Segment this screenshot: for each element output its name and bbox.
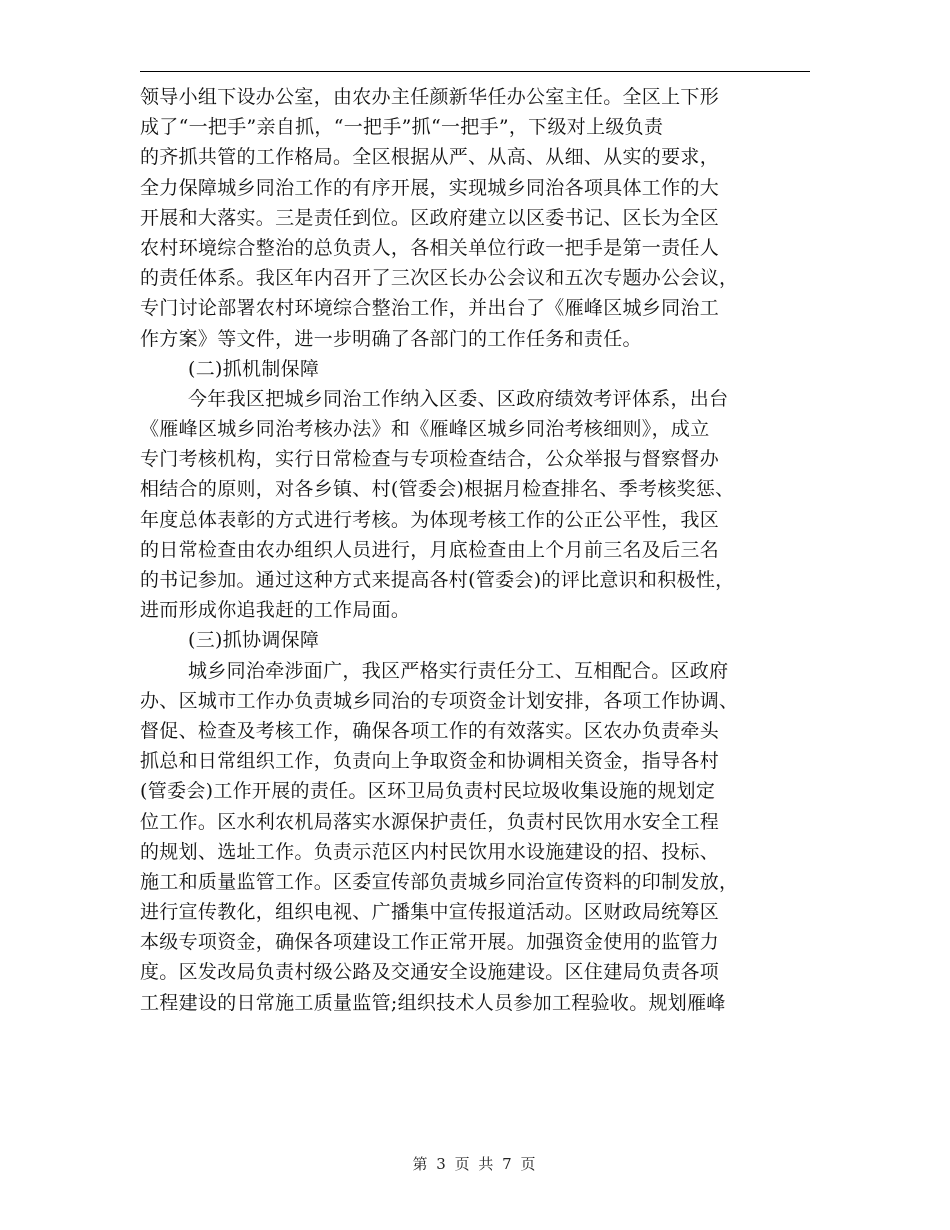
text-line: 年度总体表彰的方式进行考核。为体现考核工作的公正公平性，我区 bbox=[140, 508, 720, 531]
text-line: 农村环境综合整治的总负责人，各相关单位行政一把手是第一责任人 bbox=[140, 236, 720, 259]
text-line: 位工作。区水利农机局落实水源保护责任，负责村民饮用水安全工程 bbox=[140, 810, 720, 833]
text-line: 相结合的原则，对各乡镇、村(管委会)根据月检查排名、季考核奖惩、 bbox=[140, 478, 735, 501]
text-line: 的规划、选址工作。负责示范区内村民饮用水设施建设的招、投标、 bbox=[140, 840, 720, 863]
text-line: 今年我区把城乡同治工作纳入区委、区政府绩效考评体系，出台 bbox=[188, 387, 729, 410]
text-line: 成了“一把手”亲自抓，“一把手”抓“一把手”，下级对上级负责 bbox=[140, 116, 664, 139]
text-line: 进而形成你追我赶的工作局面。 bbox=[140, 599, 411, 622]
text-line: 办、区城市工作办负责城乡同治的专项资金计划安排，各项工作协调、 bbox=[140, 689, 739, 712]
text-line: 抓总和日常组织工作，负责向上争取资金和协调相关资金，指导各村 bbox=[140, 750, 720, 773]
text-line: 专门考核机构，实行日常检查与专项检查结合，公众举报与督察督办 bbox=[140, 448, 720, 471]
text-line: 专门讨论部署农村环境综合整治工作，并出台了《雁峰区城乡同治工 bbox=[140, 297, 720, 320]
text-line: 的齐抓共管的工作格局。全区根据从严、从高、从细、从实的要求， bbox=[140, 146, 720, 169]
text-line: 度。区发改局负责村级公路及交通安全设施建设。区住建局负责各项 bbox=[140, 961, 720, 984]
page-footer: 第 3 页 共 7 页 bbox=[412, 1155, 538, 1173]
text-line: 全力保障城乡同治工作的有序开展，实现城乡同治各项具体工作的大 bbox=[140, 176, 720, 199]
text-line: 施工和质量监管工作。区委宣传部负责城乡同治宣传资料的印制发放， bbox=[140, 870, 739, 893]
text-line: 的责任体系。我区年内召开了三次区长办公会议和五次专题办公会议， bbox=[140, 267, 739, 290]
text-line: (三)抓协调保障 bbox=[188, 629, 320, 652]
text-line: 进行宣传教化，组织电视、广播集中宣传报道活动。区财政局统筹区 bbox=[140, 901, 720, 924]
text-line: 的书记参加。通过这种方式来提高各村(管委会)的评比意识和积极性， bbox=[140, 569, 735, 591]
text-line: 《雁峰区城乡同治考核办法》和《雁峰区城乡同治考核细则》，成立 bbox=[140, 418, 710, 441]
text-line: 的日常检查由农办组织人员进行，月底检查由上个月前三名及后三名 bbox=[140, 538, 720, 561]
text-line: 开展和大落实。三是责任到位。区政府建立以区委书记、区长为全区 bbox=[140, 206, 720, 229]
text-line: 本级专项资金，确保各项建设工作正常开展。加强资金使用的监管力 bbox=[140, 931, 720, 954]
document-body bbox=[140, 82, 810, 1018]
text-line: (管委会)工作开展的责任。区环卫局负责村民垃圾收集设施的规划定 bbox=[140, 780, 716, 803]
text-line: 作方案》等文件，进一步明确了各部门的工作任务和责任。 bbox=[140, 327, 642, 350]
text-line: 领导小组下设办公室，由农办主任颜新华任办公室主任。全区上下形 bbox=[140, 86, 720, 108]
header-rule bbox=[140, 71, 810, 72]
text-line: 工程建设的日常施工质量监管;组织技术人员参加工程验收。规划雁峰 bbox=[140, 991, 726, 1014]
text-line: 城乡同治牵涉面广，我区严格实行责任分工、互相配合。区政府 bbox=[188, 659, 729, 682]
text-line: 督促、检查及考核工作，确保各项工作的有效落实。区农办负责牵头 bbox=[140, 719, 720, 742]
text-line: (二)抓机制保障 bbox=[188, 357, 320, 380]
